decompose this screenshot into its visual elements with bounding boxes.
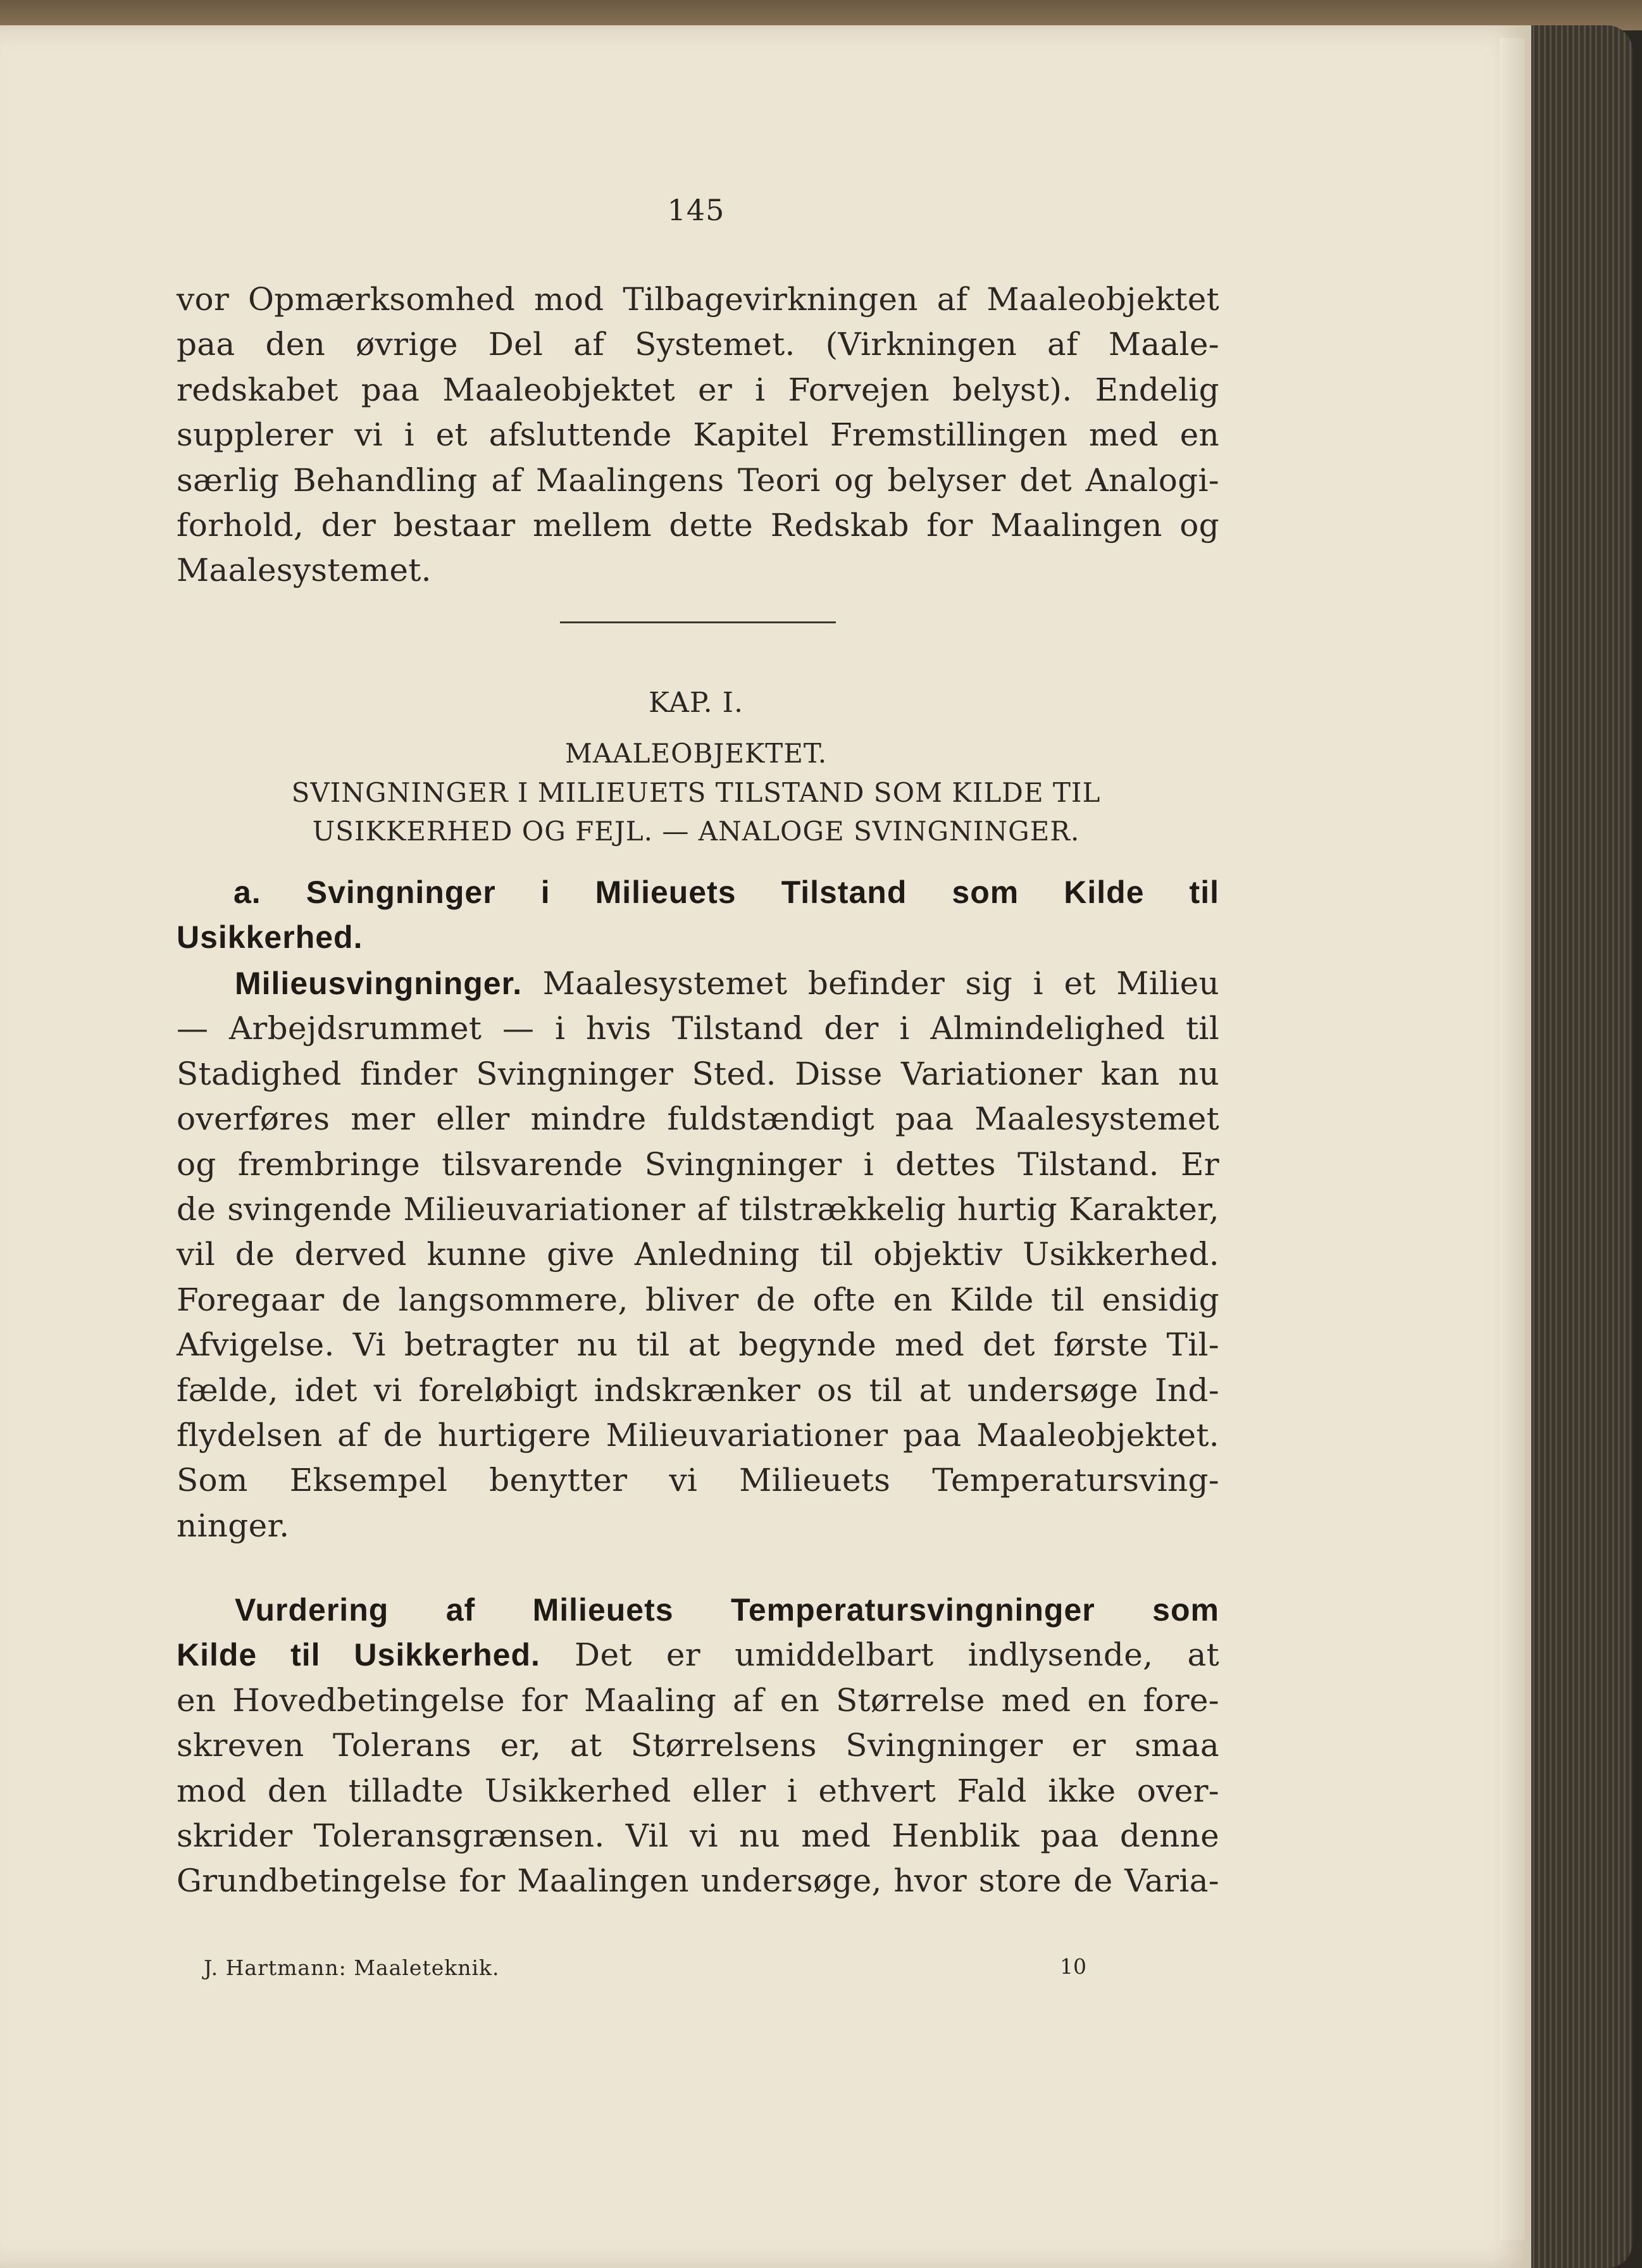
text-run: ninger. (177, 1507, 290, 1544)
text-line (177, 1322, 1219, 1368)
text-line (177, 1142, 1219, 1187)
bold-run: Kilde til Usikkerhed. (177, 1637, 540, 1673)
section-heading-line (177, 914, 1219, 960)
text-run: og frembringe tilsvarende Svingninger i dettes Tilstand. Er (177, 1145, 1219, 1183)
text-line (177, 1096, 1219, 1142)
text-run: Foregaar de langsommere, bliver de ofte en Kilde til ensidig (177, 1281, 1219, 1318)
text-line (177, 1457, 1219, 1503)
text-run: mod den tilladte Usikkerhed eller i ethvert Fald ikke over- (177, 1772, 1219, 1809)
text-line (177, 1813, 1219, 1859)
text-run: skrider Toleransgrænsen. Vil vi nu med Henblik paa denne (177, 1817, 1219, 1854)
bold-run: Milieusvingninger. (235, 966, 523, 1001)
text-run: fælde, idet vi foreløbigt indskrænker os til at undersøge Ind- (177, 1371, 1219, 1409)
text-line (177, 1678, 1219, 1723)
text-run: Maalesystemet befinder sig i et Milieu (522, 965, 1219, 1002)
text-line: vor Opmærksomhed mod Tilbagevirkningen af Maaleobjektet (177, 281, 1219, 318)
text-line: paa den øvrige Del af Systemet. (Virkningen af Maale- (177, 326, 1219, 363)
chapter-number: KAP. I. (649, 687, 743, 719)
text-run: overføres mer eller mindre fuldstændigt paa Maalesystemet (177, 1100, 1219, 1138)
text-line (177, 1277, 1219, 1323)
text-run: skreven Tolerans er, at Størrelsens Svingninger er smaa (177, 1727, 1219, 1764)
text-run: Som Eksempel benytter vi Milieuets Temperatursving- (177, 1462, 1219, 1499)
page-gutter-shade (1500, 38, 1525, 2240)
heading-text: a. Svingninger i Milieuets Tilstand som Kilde til (233, 875, 1219, 910)
text-line: supplerer vi i et afsluttende Kapitel Fremstillingen med en (177, 416, 1219, 454)
bold-run: Vurdering af Milieuets Temperatursvingninger som (235, 1592, 1219, 1628)
text-line: Maalesystemet. (177, 552, 432, 589)
text-line (177, 1723, 1219, 1768)
section-heading-line (233, 869, 1219, 915)
text-run: Afvigelse. Vi betragter nu til at begynde med det første Til- (177, 1326, 1219, 1364)
text-line (177, 1368, 1219, 1413)
text-line (177, 1051, 1219, 1097)
page-number: 145 (667, 193, 725, 227)
text-line (177, 1632, 1219, 1678)
text-run: Stadighed finder Svingninger Sted. Disse Variationer kan nu (177, 1055, 1219, 1092)
text-run: en Hovedbetingelse for Maaling af en Størrelse med en fore- (177, 1681, 1219, 1719)
chapter-title: MAALEOBJEKTET. (564, 738, 828, 769)
text-run: flydelsen af de hurtigere Milieuvariationer paa Maaleobjektet. (177, 1417, 1219, 1454)
text-run: de svingende Milieuvariationer af tilstrækkelig hurtig Karakter, (177, 1191, 1219, 1228)
section-divider (560, 621, 836, 623)
text-run: Grundbetingelse for Maalingen undersøge, hvor store de Varia- (177, 1862, 1219, 1900)
text-line (177, 1231, 1219, 1277)
text-line (177, 1503, 1219, 1548)
text-run: — Arbejdsrummet — i hvis Tilstand der i Almindelighed til (177, 1010, 1219, 1047)
chapter-subtitle-line-2: USIKKERHED OG FEJL. — ANALOGE SVINGNINGER. (312, 816, 1080, 847)
text-line: forhold, der bestaar mellem dette Redskab for Maalingen og (177, 507, 1219, 544)
text-line (177, 1768, 1219, 1814)
text-run: vil de derved kunne give Anledning til objektiv Usikkerhed. (177, 1236, 1219, 1273)
text-line: redskabet paa Maaleobjektet er i Forvejen belyst). Endelig (177, 371, 1219, 408)
heading-text: Usikkerhed. (177, 919, 363, 956)
text-line (177, 1412, 1219, 1458)
text-line (177, 1006, 1219, 1051)
footer-sheet-number: 10 (1060, 1954, 1086, 1979)
text-line (235, 961, 1219, 1006)
text-line (235, 1587, 1219, 1633)
text-line (177, 1858, 1219, 1904)
text-run: Det er umiddelbart indlysende, at (540, 1636, 1219, 1674)
chapter-subtitle-line-1: SVINGNINGER I MILIEUETS TILSTAND SOM KILDE TIL (291, 777, 1101, 808)
text-line (177, 1187, 1219, 1232)
footer-signature: J. Hartmann: Maaleteknik. (204, 1955, 500, 1980)
text-line: særlig Behandling af Maalingens Teori og belyser det Analogi- (177, 461, 1219, 499)
